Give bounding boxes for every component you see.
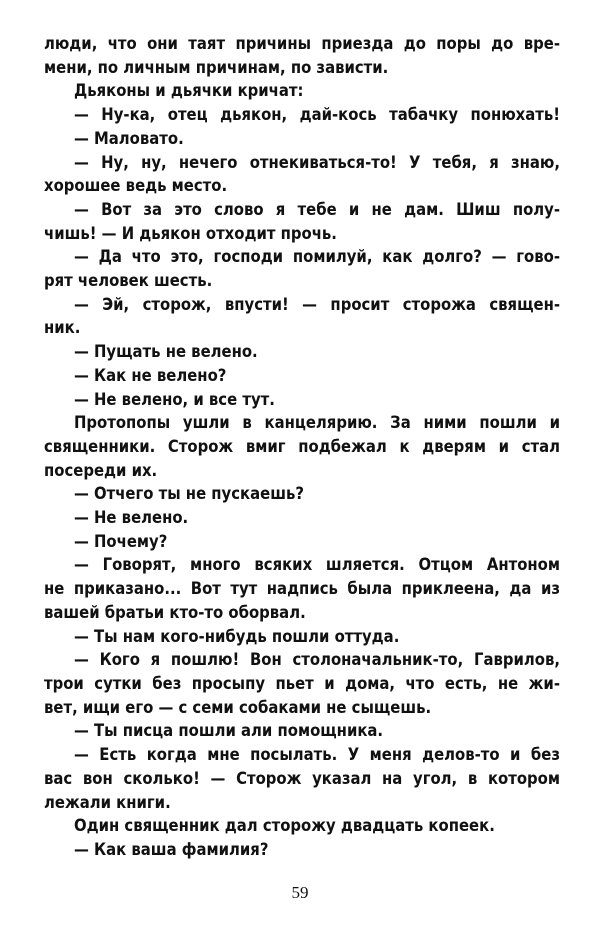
text-line: — Ну-ка, отец дьякон, дай-кось табачку понюхать! (74, 105, 560, 125)
page-number: 59 (291, 883, 309, 902)
text-line: чишь! — И дьякон отходит прочь. (44, 223, 337, 243)
text-line: вас вон сколько! — Сторож указал на угол, в котором (44, 768, 560, 788)
text-line: люди, что они таят причины приезда до поры до вре- (44, 34, 560, 53)
text-line: — Кого я пошлю! Вон столоначальник-то, Гаврилов, (74, 650, 560, 670)
text-line: трои сутки без просыпу пьет и дома, что есть, не жи- (44, 673, 560, 693)
text-line: вет, ищи его — с семи собаками не сыщешь. (44, 697, 432, 717)
text-line: — Есть когда мне посылать. У меня делов-то и без (74, 745, 560, 765)
text-line: — Не велено. (74, 508, 189, 528)
text-line: рят человек шесть. (44, 271, 213, 291)
text-line: не приказано... Вот тут надпись была приклеена, да из (44, 579, 560, 599)
text-line: — Ты нам кого-нибудь пошли оттуда. (74, 626, 400, 646)
text-line: лежали книги. (44, 792, 171, 812)
text-line: — Ты писца пошли али помощника. (74, 721, 384, 741)
text-line: — Да что это, господи помилуй, как долго? — гово- (74, 247, 560, 267)
text-line: ник. (44, 318, 81, 338)
body-text (44, 32, 560, 862)
text-line: — Маловато. (74, 128, 184, 148)
text-line: — Говорят, много всяких шляется. Отцом Антоном (74, 555, 560, 575)
text-line: — Как ваша фамилия? (74, 839, 269, 859)
text-line: — Не велено, и все тут. (74, 389, 275, 409)
text-line: вашей братьи кто-то оборвал. (44, 602, 306, 622)
text-line: — Эй, сторож, впусти! — просит сторожа священ- (74, 294, 560, 314)
text-line: — Отчего ты не пускаешь? (74, 484, 304, 504)
text-line: — Пущать не велено. (74, 342, 258, 362)
text-line: — Как не велено? (74, 365, 227, 385)
text-line: хорошее ведь место. (44, 176, 228, 196)
text-line: Один священник дал сторожу двадцать копеек. (74, 816, 495, 836)
text-line: — Почему? (74, 531, 168, 551)
text-line: — Вот за это слово я тебе и не дам. Шиш полу- (74, 199, 560, 219)
text-line: мени, по личным причинам, по зависти. (44, 57, 389, 77)
text-line: Дьяконы и дьячки кричат: (74, 81, 304, 101)
text-line: посереди их. (44, 460, 158, 480)
text-line: священники. Сторож вмиг подбежал к дверям и стал (44, 436, 560, 456)
text-line: Протопопы ушли в канцелярию. За ними пошли и (74, 413, 560, 433)
text-line: — Ну, ну, нечего отнекиваться-то! У тебя, я знаю, (74, 152, 560, 172)
